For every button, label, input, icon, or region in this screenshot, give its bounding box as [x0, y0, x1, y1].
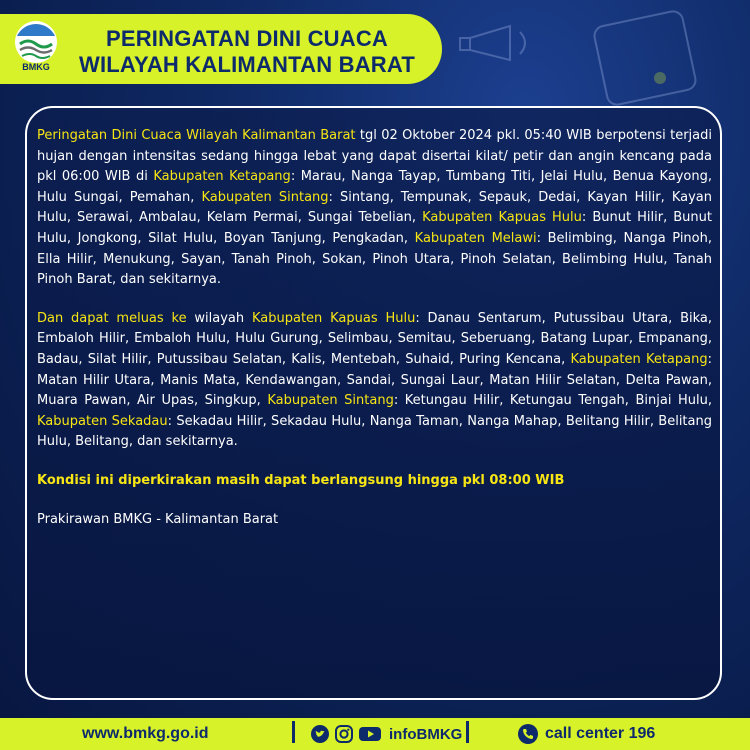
- highlight-region: Kabupaten Sekadau: [37, 413, 168, 429]
- body-text: : Sekadau Hilir, Sekadau Hulu, Nanga Taman, Nanga Mahap, Belitang Hilir, Belitang Hulu, Belitang, dan sekitarnya.: [37, 413, 712, 450]
- duration-note: Kondisi ini diperkirakan masih dapat berlangsung hingga pkl 08:00 WIB: [37, 472, 565, 488]
- body-text: : Matan Hilir Utara, Manis Mata, Kendawangan, Sandai, Sungai Laur, Matan Hilir Selatan, Delta Pawan, Muara Pawan, Air Upas, Singkup,: [37, 351, 713, 409]
- footer-bar: [0, 718, 750, 750]
- warning-content: [37, 126, 712, 530]
- website-link[interactable]: www.bmkg.go.id: [82, 725, 209, 742]
- forecaster-signature: Prakirawan BMKG - Kalimantan Barat: [37, 511, 279, 527]
- warning-panel: [25, 106, 722, 700]
- warning-paragraph-2: [37, 309, 712, 453]
- title-line-1: PERINGATAN DINI CUACA: [105, 26, 389, 51]
- highlight-region: Peringatan Dini Cuaca Wilayah Kalimantan Barat: [37, 128, 356, 143]
- body-text: tgl 02 Oktober 2024 pkl. 05:40 WIB berpotensi terjadi hujan dengan intensitas sedang hingga lebat yang dapat disertai kilat/ petir dan angin kencang pada pkl 06:00 WIB di: [37, 128, 712, 185]
- social-handle[interactable]: infoBMKG: [389, 725, 463, 743]
- highlight-region: Kabupaten Kapuas Hulu: [422, 210, 582, 226]
- body-text: : Sintang, Tempunak, Sepauk, Dedai, Kayan Hilir, Kayan Hulu, Serawai, Ambalau, Kelam Permai, Sungai Tebelian,: [37, 189, 712, 226]
- youtube-icon[interactable]: [359, 726, 381, 742]
- highlight-region: Kabupaten Ketapang: [153, 169, 291, 185]
- twitter-icon[interactable]: [311, 725, 329, 743]
- highlight-region: Dan dapat meluas ke: [37, 310, 187, 326]
- footer-divider: [466, 721, 469, 743]
- phone-icon: [518, 724, 538, 744]
- highlight-region: Kabupaten Sintang: [267, 393, 394, 409]
- body-text: : Belimbing, Nanga Pinoh, Ella Hilir, Menukung, Sayan, Tanah Pinoh, Sokan, Pinoh Utara, Pinoh Selatan, Belimbing Hulu, Tanah Pinoh Barat, dan sekitarnya.: [37, 230, 712, 288]
- body-text: : Bunut Hilir, Bunut Hulu, Jongkong, Silat Hulu, Boyan Tanjung, Pengkadan,: [37, 210, 712, 246]
- title-line-2: WILAYAH KALIMANTAN BARAT: [78, 52, 415, 77]
- highlight-region: Kabupaten Ketapang: [570, 351, 708, 367]
- highlight-region: Kabupaten Sintang: [201, 189, 329, 205]
- warning-paragraph-1: [37, 126, 712, 291]
- body-text: : Ketungau Hilir, Ketungau Tengah, Binjai Hulu,: [393, 393, 712, 409]
- body-text: wilayah: [186, 310, 252, 326]
- logo-text: BMKG: [22, 62, 50, 72]
- body-text: : Danau Sentarum, Putussibau Utara, Bika, Embaloh Hilir, Embaloh Hulu, Hulu Gurung, Selimbau, Semitau, Seberuang, Batang Lupar, Empanang, Badau, Silat Hilir, Putussibau Selatan, Kalis, Mentebah, Suhaid, Puring Kencana,: [37, 310, 712, 367]
- footer-divider: [292, 721, 295, 743]
- call-center-label: call center 196: [545, 725, 656, 742]
- call-center[interactable]: [518, 724, 655, 744]
- instagram-icon[interactable]: [335, 725, 353, 743]
- page-title: [58, 26, 436, 78]
- highlight-region: Kabupaten Melawi: [414, 230, 537, 246]
- highlight-region: Kabupaten Kapuas Hulu: [251, 310, 416, 326]
- header-banner: [0, 14, 442, 84]
- body-text: : Marau, Nanga Tayap, Tumbang Titi, Jelai Hulu, Benua Kayong, Hulu Sungai, Pemahan,: [37, 169, 713, 205]
- social-links: [311, 724, 462, 744]
- background-illustration: [450, 8, 710, 108]
